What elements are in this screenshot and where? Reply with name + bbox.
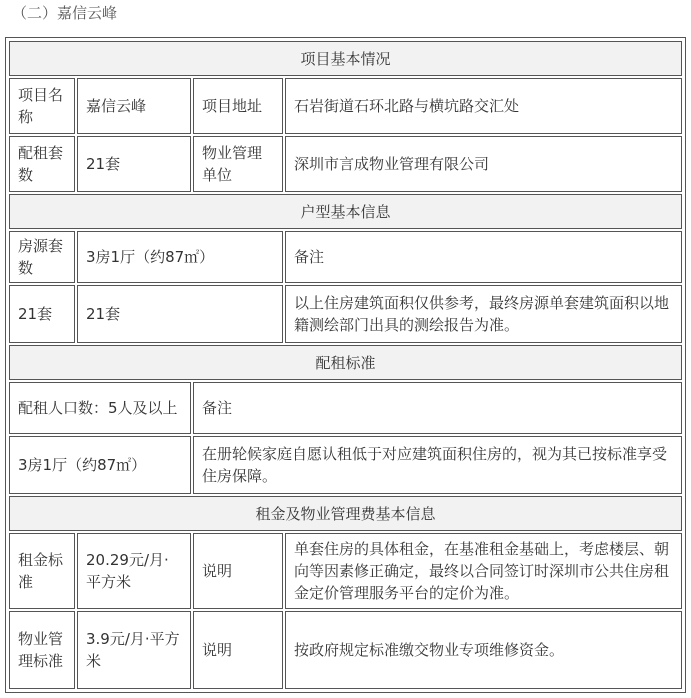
property-fee-value: 3.9元/月·平方米 <box>77 611 191 689</box>
unit-count-header: 房源套数 <box>9 231 75 283</box>
allocation-layout-value: 3房1厅（约87㎡） <box>9 436 191 494</box>
project-name-label: 项目名称 <box>9 78 75 134</box>
property-fee-label: 物业管理标准 <box>9 611 75 689</box>
project-address-value: 石岩街道石环北路与横坑路交汇处 <box>285 78 682 134</box>
layout-header: 3房1厅（约87㎡） <box>77 231 283 283</box>
rent-standard-value: 20.29元/月·平方米 <box>77 533 191 609</box>
units-label: 配租套数 <box>9 136 75 192</box>
project-name-value: 嘉信云峰 <box>77 78 191 134</box>
rent-note-label: 说明 <box>193 533 283 609</box>
fee-note-label: 说明 <box>193 611 283 689</box>
section-heading: （二）嘉信云峰 <box>12 4 118 22</box>
section-title-allocation-standard: 配租标准 <box>9 345 682 380</box>
remarks-header: 备注 <box>285 231 682 283</box>
unit-count-value: 21套 <box>9 285 75 343</box>
rent-standard-label: 租金标准 <box>9 533 75 609</box>
section-title-rent-and-fees: 租金及物业管理费基本信息 <box>9 496 682 531</box>
allocation-remarks-header: 备注 <box>193 382 682 434</box>
management-value: 深圳市言成物业管理有限公司 <box>285 136 682 192</box>
units-value: 21套 <box>77 136 191 192</box>
fee-note: 按政府规定标准缴交物业专项维修资金。 <box>285 611 682 689</box>
household-size-header: 配租人口数：5人及以上 <box>9 382 191 434</box>
area-remark: 以上住房建筑面积仅供参考，最终房源单套建筑面积以地籍测绘部门出具的测绘报告为准。 <box>285 285 682 343</box>
layout-count-value: 21套 <box>77 285 283 343</box>
section-title-project-basics: 项目基本情况 <box>9 41 682 76</box>
project-address-label: 项目地址 <box>193 78 283 134</box>
rent-note: 单套住房的具体租金，在基准租金基础上，考虑楼层、朝向等因素修正确定，最终以合同签订时深圳市公共住房租金定价管理服务平台的定价为准。 <box>285 533 682 609</box>
allocation-remark: 在册轮候家庭自愿认租低于对应建筑面积住房的，视为其已按标准享受住房保障。 <box>193 436 682 494</box>
management-label: 物业管理单位 <box>193 136 283 192</box>
section-title-unit-types: 户型基本信息 <box>9 194 682 229</box>
